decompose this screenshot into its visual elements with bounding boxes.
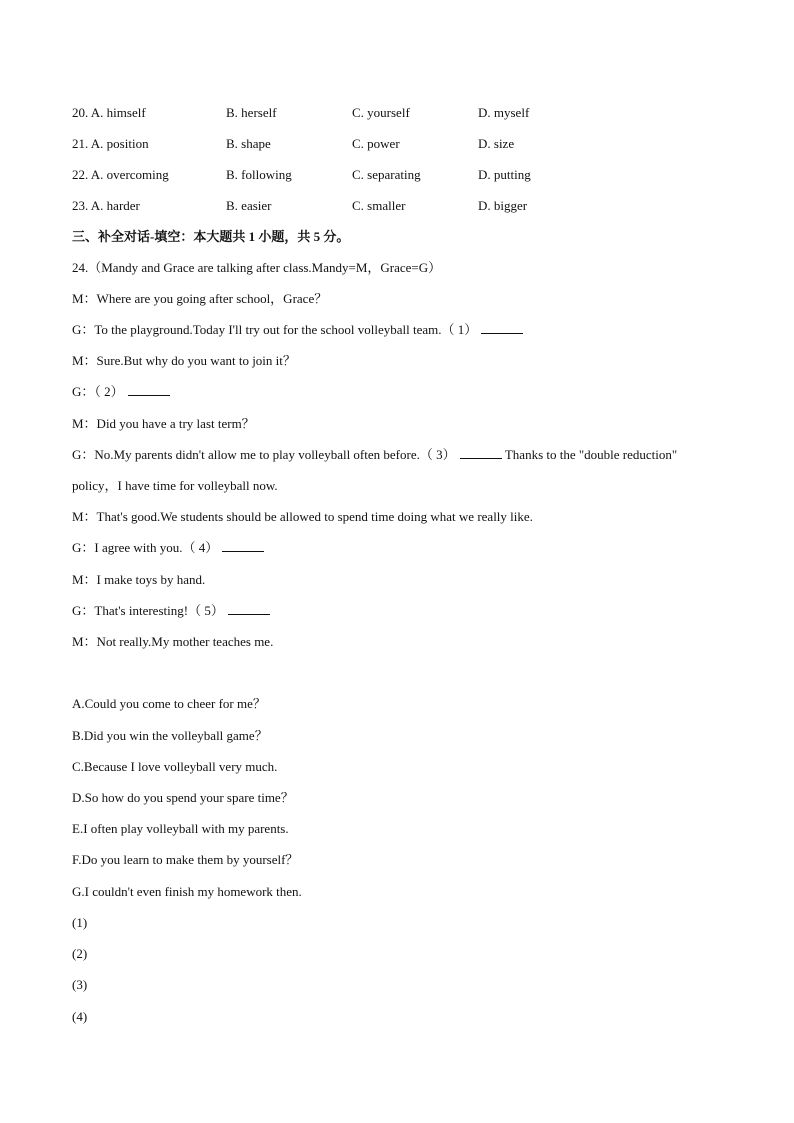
option-c: C. yourself: [352, 105, 410, 120]
blank-2[interactable]: [128, 384, 170, 396]
dialogue-line: G：I agree with you.（ 4）: [72, 540, 264, 556]
option-d: D. bigger: [478, 198, 528, 213]
dialogue-line: M：Did you have a try last term？: [72, 416, 255, 431]
answer-label: (4): [72, 1009, 88, 1024]
option-b: B. following: [226, 167, 292, 182]
section-heading: 三、补全对话-填空：本大题共 1 小题，共 5 分。: [72, 229, 350, 244]
dialogue-line: M：Not really.My mother teaches me.: [72, 634, 274, 649]
answer-label: (3): [72, 977, 88, 992]
choice-option: G.I couldn't even finish my homework then.: [72, 884, 302, 899]
question-24-intro: 24.（Mandy and Grace are talking after class.Mandy=M，Grace=G）: [72, 260, 442, 275]
dialogue-line: M：That's good.We students should be allowed to spend time doing what we really like.: [72, 509, 533, 524]
dialogue-line: M：Sure.But why do you want to join it？: [72, 353, 296, 368]
option-a: 21. A. position: [72, 136, 149, 151]
answer-label: (1): [72, 915, 88, 930]
choice-option: F.Do you learn to make them by yourself？: [72, 852, 299, 867]
option-d: D. myself: [478, 105, 530, 120]
option-b: B. easier: [226, 198, 272, 213]
question-20: [72, 105, 672, 121]
dialogue-line: M：I make toys by hand.: [72, 572, 206, 587]
choice-option: C.Because I love volleyball very much.: [72, 759, 278, 774]
dialogue-line: M：Where are you going after school，Grace？: [72, 291, 328, 306]
option-c: C. smaller: [352, 198, 406, 213]
dialogue-line: G：No.My parents didn't allow me to play volleyball often before.（ 3） Thanks to the "double reduction": [72, 447, 678, 462]
question-21: [72, 136, 672, 152]
dialogue-line: G：To the playground.Today I'll try out for the school volleyball team.（ 1）: [72, 322, 523, 338]
option-a: 22. A. overcoming: [72, 167, 169, 182]
dialogue-line: G：That's interesting!（ 5）: [72, 603, 270, 619]
blank-5[interactable]: [228, 603, 270, 615]
answer-label: (2): [72, 946, 88, 961]
choice-option: E.I often play volleyball with my parents.: [72, 821, 289, 836]
option-c: C. power: [352, 136, 400, 151]
option-d: D. size: [478, 136, 515, 151]
dialogue-line: policy，I have time for volleyball now.: [72, 478, 278, 493]
option-b: B. herself: [226, 105, 277, 120]
question-23: [72, 198, 672, 214]
option-b: B. shape: [226, 136, 271, 151]
blank-3[interactable]: [460, 447, 502, 459]
option-a: 23. A. harder: [72, 198, 140, 213]
choice-option: B.Did you win the volleyball game？: [72, 728, 268, 743]
blank-4[interactable]: [222, 540, 264, 552]
question-22: [72, 167, 672, 183]
choice-option: D.So how do you spend your spare time？: [72, 790, 294, 805]
choice-option: A.Could you come to cheer for me？: [72, 696, 266, 711]
dialogue-line: G：（ 2）: [72, 384, 170, 400]
blank-1[interactable]: [481, 322, 523, 334]
option-c: C. separating: [352, 167, 421, 182]
option-d: D. putting: [478, 167, 531, 182]
option-a: 20. A. himself: [72, 105, 146, 120]
